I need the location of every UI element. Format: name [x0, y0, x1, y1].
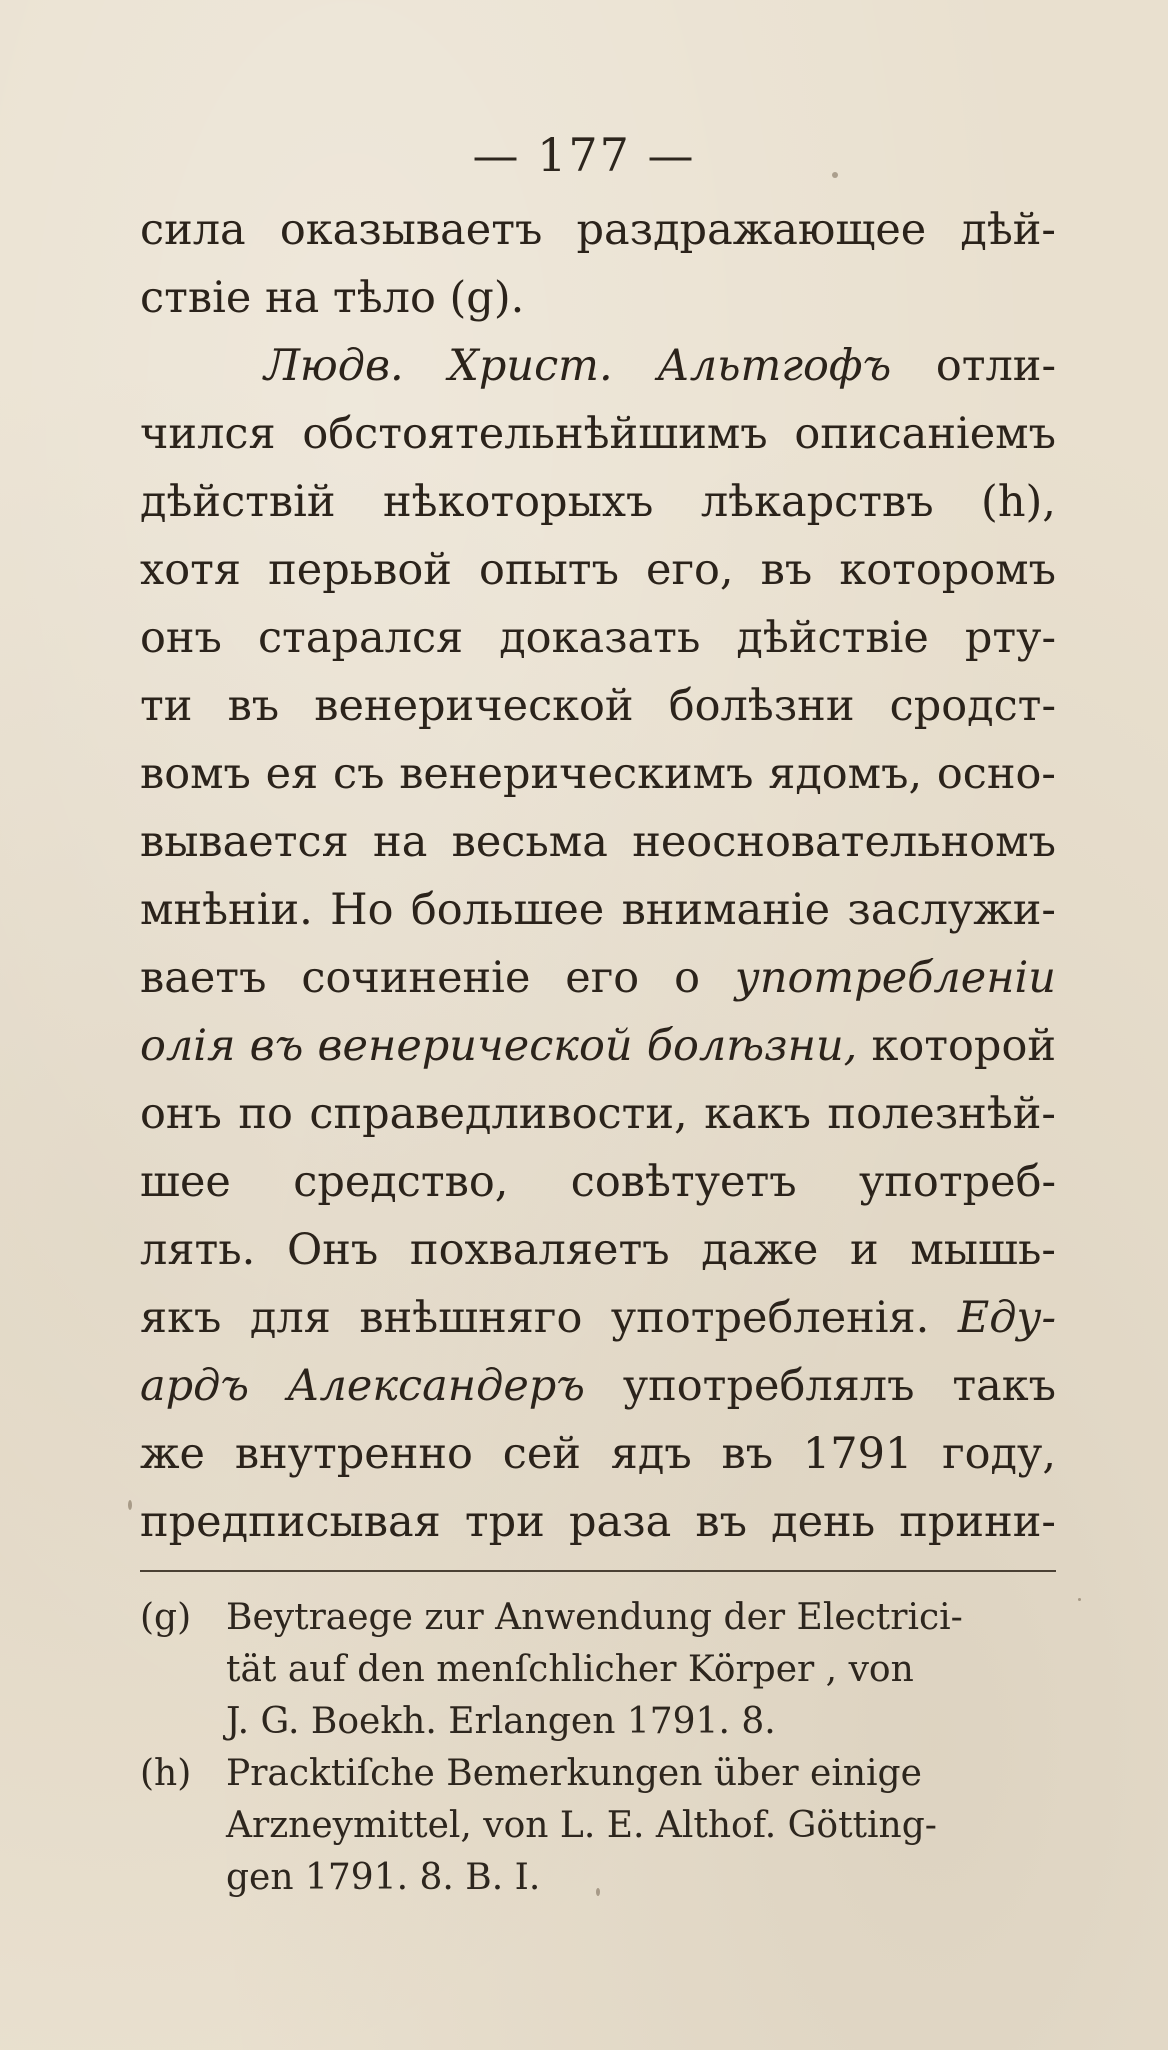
- word: даже: [701, 1225, 819, 1275]
- word: сродст-: [889, 681, 1056, 731]
- word: тѣло: [332, 273, 436, 323]
- word: ея: [265, 749, 319, 799]
- word: ствіе: [140, 273, 252, 323]
- word: раздражающее: [576, 205, 927, 255]
- word: чился: [140, 409, 276, 459]
- word: на: [264, 273, 320, 323]
- word: году,: [942, 1429, 1056, 1479]
- word: онъ: [140, 1089, 222, 1139]
- year: 1791: [802, 1429, 913, 1479]
- word: лѣкарствъ: [700, 477, 934, 527]
- author-name: Александеръ: [286, 1361, 585, 1411]
- footnote-g: [140, 1592, 1056, 1644]
- footnote-text: Arzneymittel, von L. E. Althof. Götting-: [226, 1805, 937, 1846]
- word: какъ: [704, 1089, 811, 1139]
- word: употреб-: [858, 1157, 1056, 1207]
- word: большее: [410, 885, 605, 935]
- word: его: [565, 953, 640, 1003]
- work-title: олія: [140, 1021, 236, 1071]
- word: дѣйствій: [140, 477, 336, 527]
- footnotes: [140, 1592, 1056, 1904]
- footnote-ref-g: (g).: [449, 273, 525, 323]
- word: ваетъ: [140, 953, 267, 1003]
- text-line: [140, 536, 1056, 604]
- word: хотя: [140, 545, 242, 595]
- text-line: [140, 1420, 1056, 1488]
- text-line: [140, 264, 1056, 332]
- word: по: [238, 1089, 293, 1139]
- word: которомъ: [839, 545, 1056, 595]
- author-name: Христ.: [448, 341, 613, 391]
- text-line: [140, 808, 1056, 876]
- word: предписывая: [140, 1497, 441, 1547]
- word: весьма: [451, 817, 608, 867]
- text-line: [140, 332, 1056, 400]
- word: онъ: [140, 613, 222, 663]
- word: же: [140, 1429, 206, 1479]
- word: венерическимъ: [399, 749, 754, 799]
- footnote-text: tät auf den menſchlicher Körper , von: [226, 1649, 914, 1690]
- word: болѣзни: [668, 681, 855, 731]
- footnote-mark: (g): [140, 1597, 192, 1638]
- word: вомъ: [140, 749, 251, 799]
- paper-speck: [596, 1888, 600, 1896]
- word: оказываетъ: [279, 205, 543, 255]
- word: обстоятельнѣйшимъ: [302, 409, 768, 459]
- text-line: [140, 944, 1056, 1012]
- paper-speck: [832, 172, 838, 178]
- text-line: [140, 1012, 1056, 1080]
- word: старался: [257, 613, 464, 663]
- work-title: употребленіи: [734, 953, 1056, 1003]
- word: дѣй-: [960, 205, 1056, 255]
- word: въ: [227, 681, 280, 731]
- word: употребленія.: [610, 1293, 930, 1343]
- footnote-mark: (h): [140, 1753, 192, 1794]
- word: въ: [695, 1497, 747, 1547]
- text-line: [140, 468, 1056, 536]
- word: справедливости,: [309, 1089, 688, 1139]
- word: шее: [140, 1157, 231, 1207]
- paper-speck: [1078, 1598, 1081, 1601]
- footnote-rule: [140, 1570, 1056, 1572]
- word: день: [771, 1497, 876, 1547]
- word: средство,: [293, 1157, 509, 1207]
- word: съ: [332, 749, 385, 799]
- footnote-text: Beytraege zur Anwendung der Electrici-: [226, 1597, 963, 1638]
- word: рту-: [964, 613, 1056, 663]
- word: полезнѣй-: [827, 1089, 1056, 1139]
- word: якъ: [140, 1293, 222, 1343]
- text-line: [140, 672, 1056, 740]
- word: доказать: [499, 613, 701, 663]
- text-line: [140, 604, 1056, 672]
- body-text: [140, 196, 1056, 1556]
- word: мнѣніи.: [140, 885, 313, 935]
- footnote-text: gen 1791. 8. B. I.: [226, 1857, 541, 1898]
- text-line: [140, 740, 1056, 808]
- word: ядъ: [610, 1429, 692, 1479]
- text-line: [140, 876, 1056, 944]
- word: описаніемъ: [794, 409, 1056, 459]
- word: въ: [721, 1429, 774, 1479]
- word: о: [674, 953, 700, 1003]
- footnote-ref-h: (h),: [981, 477, 1056, 527]
- word: сочиненіе: [301, 953, 531, 1003]
- word: употреблялъ: [622, 1361, 915, 1411]
- word: неосновательномъ: [632, 817, 1056, 867]
- word: венерической: [314, 681, 634, 731]
- author-name: Людв.: [264, 341, 404, 391]
- word: Онъ: [286, 1225, 379, 1275]
- work-title: венерической: [317, 1021, 633, 1071]
- word: раза: [568, 1497, 672, 1547]
- word: прини-: [899, 1497, 1056, 1547]
- word: вниманіе: [621, 885, 831, 935]
- word: ядомъ,: [768, 749, 923, 799]
- word: вывается: [140, 817, 349, 867]
- word: опытъ: [479, 545, 619, 595]
- text-line: [140, 1148, 1056, 1216]
- work-title: болѣзни,: [646, 1021, 858, 1071]
- author-name: ардъ: [140, 1361, 250, 1411]
- work-title: въ: [249, 1021, 304, 1071]
- word: для: [249, 1293, 331, 1343]
- footnote-h: [140, 1748, 1056, 1800]
- page-number: — 177 —: [472, 128, 696, 182]
- word: перьвой: [268, 545, 452, 595]
- text-line: [140, 1080, 1056, 1148]
- word: Но: [330, 885, 394, 935]
- word: сей: [502, 1429, 581, 1479]
- paper-speck: [128, 1500, 132, 1510]
- word: три: [464, 1497, 545, 1547]
- word: внѣшняго: [359, 1293, 583, 1343]
- word: внутренно: [234, 1429, 473, 1479]
- word: лять.: [140, 1225, 256, 1275]
- text-line: [140, 196, 1056, 264]
- word: въ: [760, 545, 813, 595]
- footnote-text: Pracktiſche Bemerkungen über einige: [226, 1753, 922, 1794]
- word: дѣйствіе: [736, 613, 929, 663]
- word: нѣкоторыхъ: [383, 477, 654, 527]
- text-line: [140, 1352, 1056, 1420]
- text-line: [140, 1488, 1056, 1556]
- footnote-text: J. G. Boekh. Erlangen 1791. 8.: [226, 1701, 776, 1742]
- author-name: Альтгофъ: [657, 341, 892, 391]
- word: осно-: [936, 749, 1056, 799]
- word: такъ: [952, 1361, 1056, 1411]
- text-line: [140, 1216, 1056, 1284]
- word: и: [850, 1225, 879, 1275]
- word: на: [373, 817, 428, 867]
- word: его,: [646, 545, 734, 595]
- word: ти: [140, 681, 193, 731]
- word: отли-: [935, 341, 1056, 391]
- word: которой: [871, 1021, 1056, 1071]
- word: мышь-: [910, 1225, 1056, 1275]
- word: похваляетъ: [409, 1225, 670, 1275]
- word: совѣтуетъ: [570, 1157, 797, 1207]
- word: сила: [140, 205, 246, 255]
- text-line: [140, 1284, 1056, 1352]
- author-name: Еду-: [957, 1293, 1056, 1343]
- text-line: [140, 400, 1056, 468]
- word: заслужи-: [847, 885, 1056, 935]
